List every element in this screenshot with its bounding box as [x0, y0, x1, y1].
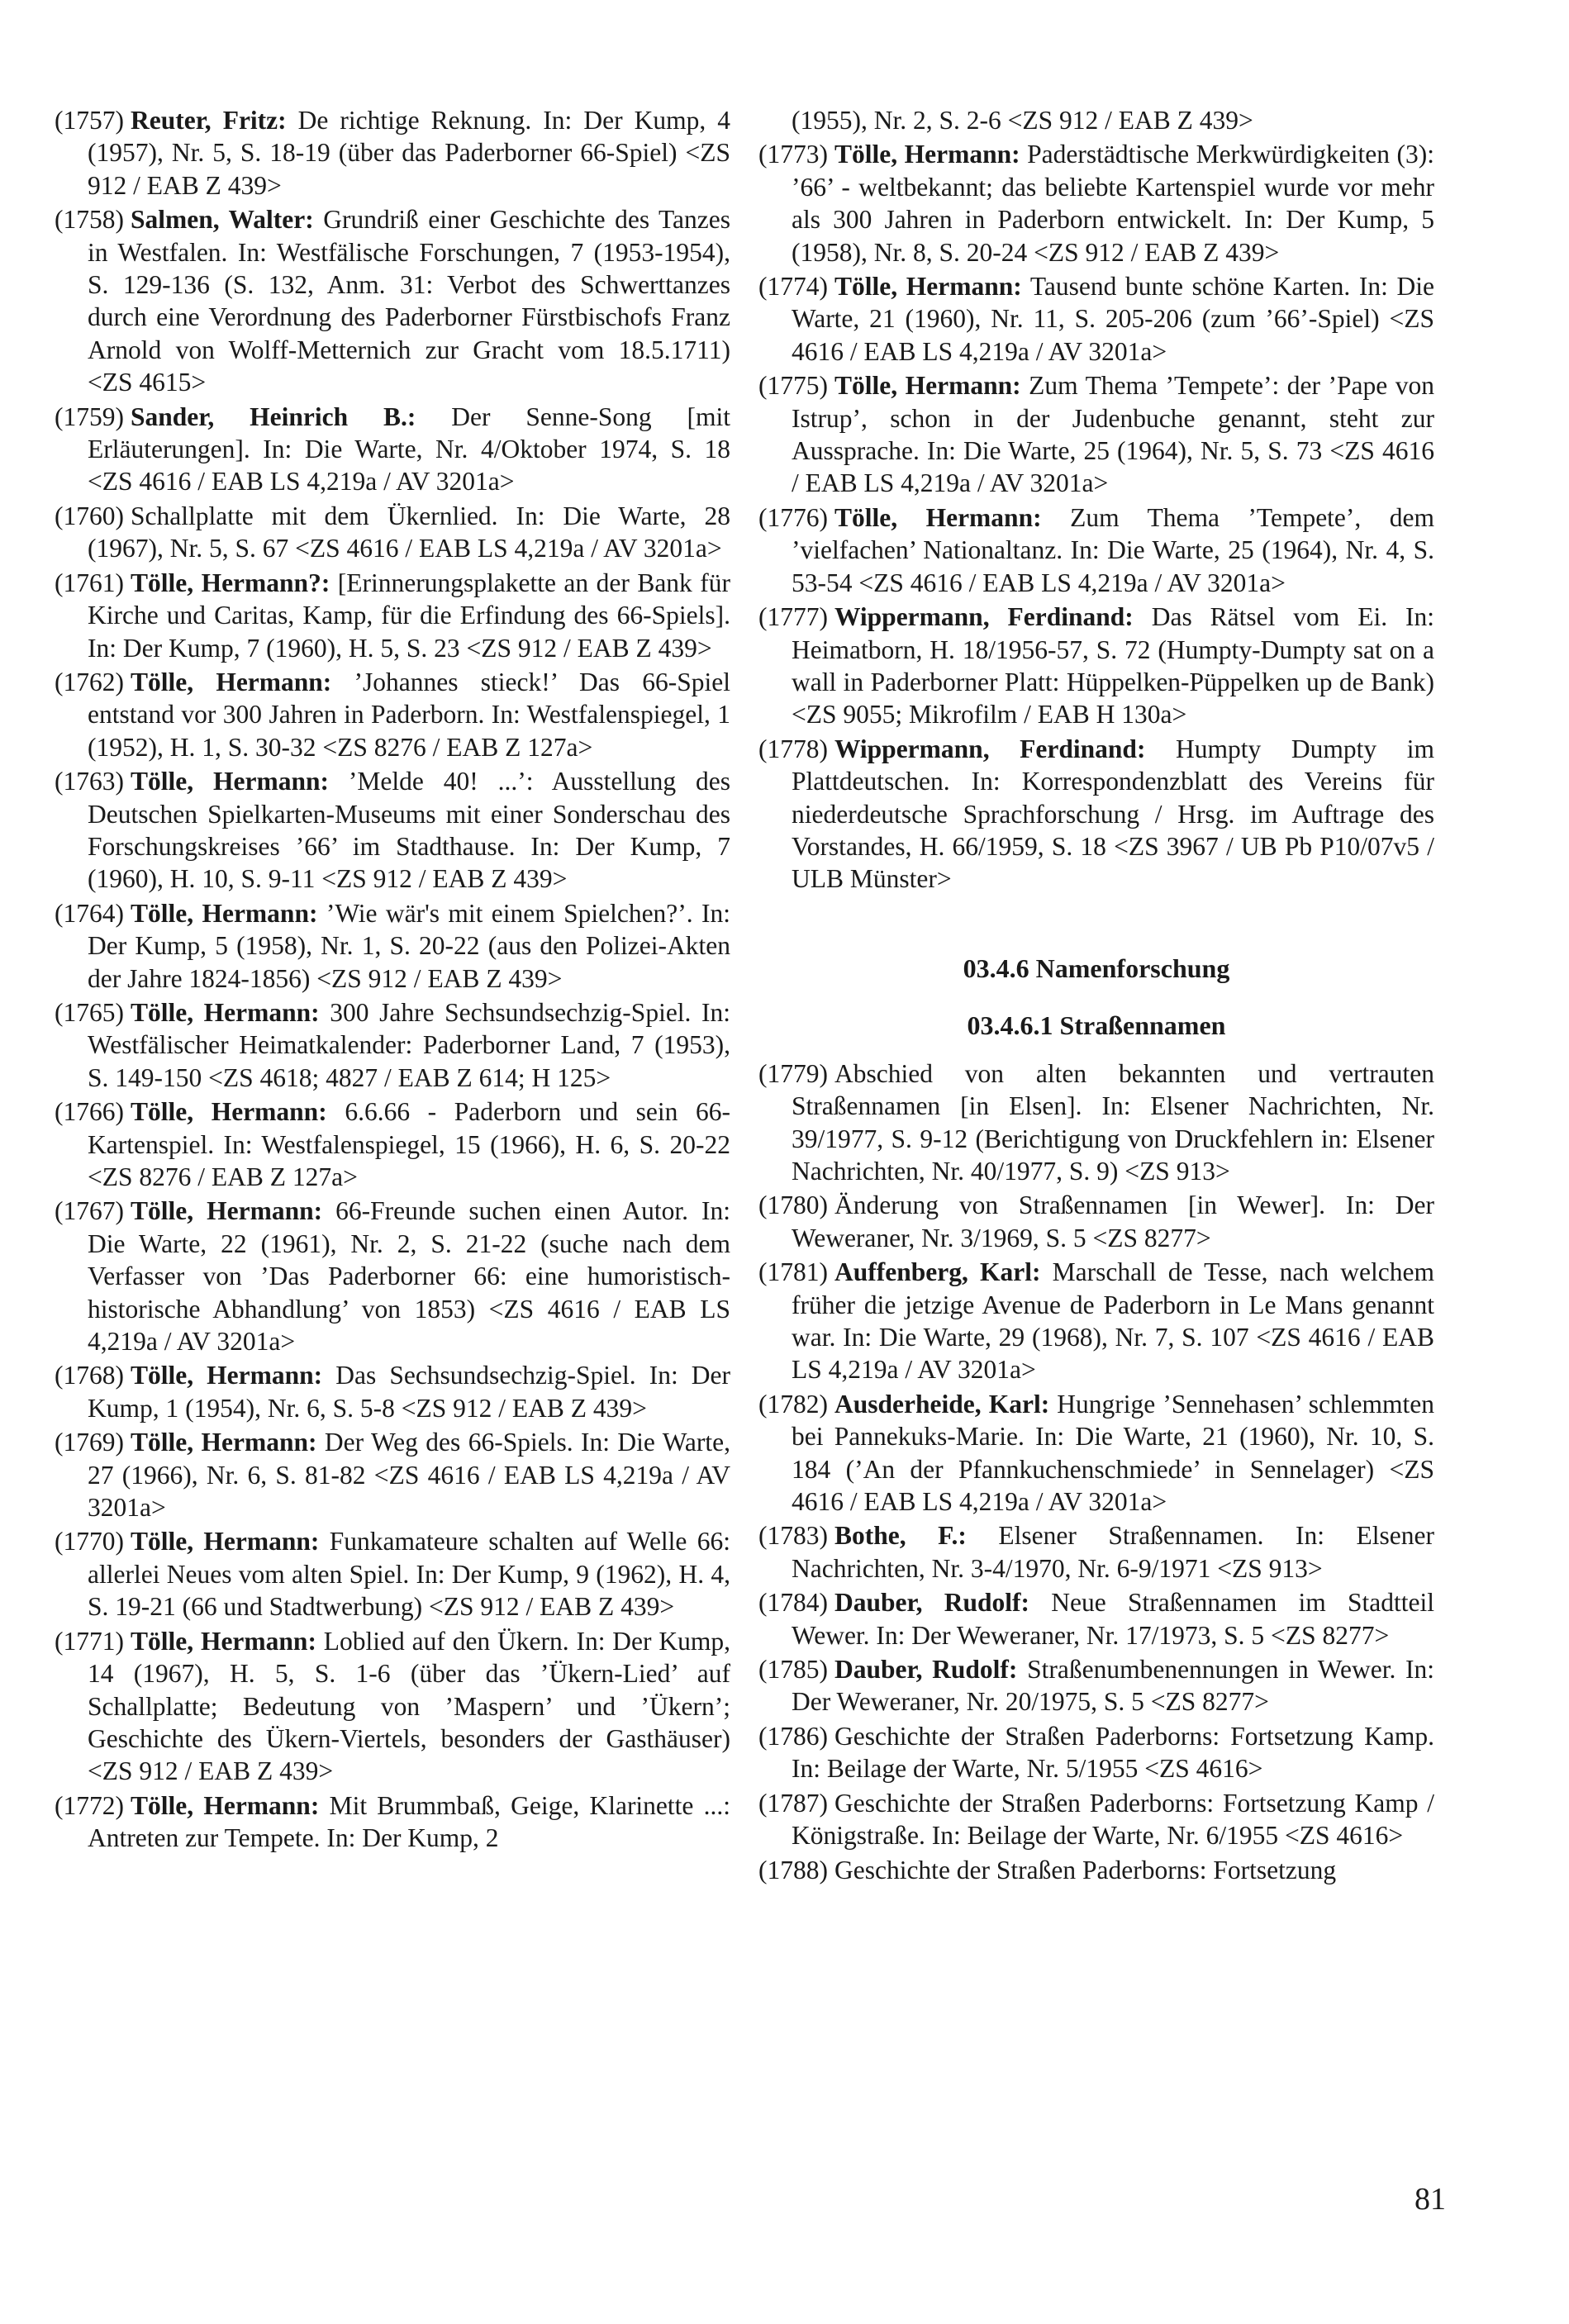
entry-text: Der Weg des 66-Spiels. In: Die Warte, 27 (1966), Nr. 6, S. 81-82 <ZS 4616 / EAB LS 4,219a / AV 3201a>	[88, 1428, 730, 1523]
bibliography-entry	[55, 1195, 730, 1357]
bibliography-entry	[758, 1519, 1434, 1585]
entry-text: De richtige Reknung. In: Der Kump, 4 (1957), Nr. 5, S. 18-19 (über das Paderborner 66-Spiel) <ZS 912 / EAB Z 439>	[88, 106, 730, 200]
entry-number: (1758)	[55, 205, 124, 235]
entry-text: ’Melde 40! ...’: Ausstellung des Deutschen Spielkarten-Museums mit einer Sonderschau des Forschungskreises ’66’ im Stadthause. In: Der Kump, 7 (1960), H. 10, S. 9-11 <ZS 912 / EAB Z 439>	[88, 767, 730, 894]
entry-number: (1780)	[758, 1191, 828, 1220]
entry-text: ’Johannes stieck!’ Das 66-Spiel entstand vor 300 Jahren in Paderborn. In: Westfalenspiegel, 1 (1952), H. 1, S. 30-32 <ZS 8276 / EAB Z 127a>	[88, 667, 730, 762]
entry-text: Geschichte der Straßen Paderborns: Fortsetzung	[834, 1855, 1337, 1884]
bibliography-entry	[758, 138, 1434, 269]
entry-author: Wippermann, Ferdinand:	[834, 602, 1134, 632]
entry-number: (1759)	[55, 402, 124, 431]
entry-text: 6.6.66 - Paderborn und sein 66-Kartenspiel. In: Westfalenspiegel, 15 (1966), H. 6, S. 20-22 <ZS 8276 / EAB Z 127a>	[88, 1097, 731, 1191]
entry-author: Tölle, Hermann:	[834, 371, 1021, 401]
entry-number: (1757)	[55, 106, 124, 135]
entry-author: Tölle, Hermann:	[130, 1361, 323, 1390]
page-number: 81	[1414, 2182, 1446, 2217]
entry-number: (1764)	[55, 898, 124, 928]
right-column-entries-top	[758, 104, 1434, 896]
entry-author: Tölle, Hermann:	[130, 1196, 323, 1226]
entry-text: 300 Jahre Sechsundsechzig-Spiel. In: Westfälischer Heimatkalender: Paderborner Land, 7 (1953), S. 149-150 <ZS 4618; 4827 / EAB Z 614; H 125>	[88, 997, 730, 1092]
entry-text: Straßenumbenennungen in Wewer. In: Der Weweraner, Nr. 20/1975, S. 5 <ZS 8277>	[792, 1655, 1435, 1717]
bibliography-entry	[55, 203, 730, 398]
entry-number: (1771)	[55, 1626, 124, 1656]
entry-number: (1776)	[758, 502, 828, 532]
bibliography-entry	[55, 104, 730, 202]
bibliography-entry	[55, 996, 730, 1094]
entry-text: Elsener Straßennamen. In: Elsener Nachrichten, Nr. 3-4/1970, Nr. 6-9/1971 <ZS 913>	[792, 1521, 1435, 1583]
bibliography-entry	[55, 1359, 730, 1424]
bibliography-entry	[758, 1854, 1434, 1886]
entry-author: Salmen, Walter:	[130, 205, 314, 235]
entry-text: Neue Straßennamen im Stadtteil Wewer. In: Der Weweraner, Nr. 17/1973, S. 5 <ZS 8277>	[792, 1588, 1435, 1650]
entry-author: Dauber, Rudolf:	[834, 1655, 1018, 1685]
entry-number: (1782)	[758, 1389, 828, 1419]
entry-number: (1765)	[55, 997, 124, 1027]
bibliography-entry	[758, 104, 1434, 136]
entry-author: Tölle, Hermann:	[130, 667, 332, 696]
entry-text: 66-Freunde suchen einen Autor. In: Die Warte, 22 (1961), Nr. 2, S. 21-22 (suche nach dem Verfasser von ’Das Paderborner 66: eine humoristisch-historische Abhandlung’ von 1853) <ZS 4616 / EAB LS 4,219a / AV 3201a>	[88, 1196, 730, 1357]
entry-number: (1787)	[758, 1788, 828, 1818]
bibliography-entry	[55, 500, 730, 565]
bibliography-entry	[55, 401, 730, 498]
entry-number: (1772)	[55, 1790, 124, 1820]
entry-text: Zum Thema ’Tempete’: der ’Pape von Istrup’, schon in der Judenbuche genannt, steht zur Aussprache. In: Die Warte, 25 (1964), Nr. 5, S. 73 <ZS 4616 / EAB LS 4,219a / AV 3201a>	[792, 371, 1434, 498]
bibliography-entry	[55, 567, 730, 664]
entry-text: Loblied auf den Ükern. In: Der Kump, 14 (1967), H. 5, S. 1-6 (über das ’Ükern-Lied’ auf Schallplatte; Bedeutung von ’Maspern’ und ’Ükern’; Geschichte des Ükern-Viertels, besonders der Gasthäuser) <ZS 912 / EAB Z 439>	[88, 1626, 731, 1786]
entry-text: Hungrige ’Sennehasen’ schlemmten bei Pannekuks-Marie. In: Die Warte, 21 (1960), Nr. 10, S. 184 (’An der Pfannkuchenschmiede’ in Sennelager) <ZS 4616 / EAB LS 4,219a / AV 3201a>	[792, 1389, 1434, 1517]
entry-number: (1766)	[55, 1097, 124, 1127]
entry-number: (1779)	[758, 1058, 828, 1088]
entry-text: Der Senne-Song [mit Erläuterungen]. In: Die Warte, Nr. 4/Oktober 1974, S. 18 <ZS 4616 / EAB LS 4,219a / AV 3201a>	[88, 402, 730, 497]
bibliography-entry	[758, 1586, 1434, 1652]
entry-number: (1763)	[55, 767, 124, 796]
entry-author: Tölle, Hermann:	[130, 1527, 320, 1556]
entry-number: (1785)	[758, 1655, 828, 1685]
bibliography-entry	[758, 1388, 1434, 1518]
bibliography-entry	[758, 601, 1434, 731]
entry-text: Das Rätsel vom Ei. In: Heimatborn, H. 18/1956-57, S. 72 (Humpty-Dumpty sat on a wall in Paderborner Platt: Hüppelken-Püppelken up de Bank) <ZS 9055; Mikrofilm / EAB H 130a>	[792, 602, 1435, 730]
entry-text: Änderung von Straßennamen [in Wewer]. In: Der Weweraner, Nr. 3/1969, S. 5 <ZS 8277>	[792, 1191, 1434, 1252]
bibliography-entry	[758, 1720, 1434, 1785]
left-column	[55, 104, 730, 1856]
entry-author: Tölle, Hermann:	[130, 767, 329, 796]
entry-number: (1775)	[758, 371, 828, 401]
entry-text: (1955), Nr. 2, S. 2-6 <ZS 912 / EAB Z 439>	[792, 106, 1253, 135]
bibliography-entry	[55, 1525, 730, 1623]
entry-text: Grundriß einer Geschichte des Tanzes in Westfalen. In: Westfälische Forschungen, 7 (1953-1954), S. 129-136 (S. 132, Anm. 31: Verbot des Schwerttanzes durch eine Verordnung des Paderborner Fürstbischofs Franz Arnold von Wolff-Metternich zur Gracht vom 18.5.1711) <ZS 4615>	[88, 205, 730, 397]
entry-text: Zum Thema ’Tempete’, dem ’vielfachen’ Nationaltanz. In: Die Warte, 25 (1964), Nr. 4, S. 53-54 <ZS 4616 / EAB LS 4,219a / AV 3201a>	[792, 502, 1434, 597]
entry-number: (1778)	[758, 734, 828, 763]
bibliography-entry	[758, 1189, 1434, 1254]
entry-text: ’Wie wär's mit einem Spielchen?’. In: Der Kump, 5 (1958), Nr. 1, S. 20-22 (aus den Polizei-Akten der Jahre 1824-1856) <ZS 912 / EAB Z 439>	[88, 898, 731, 993]
entry-author: Bothe, F.:	[834, 1521, 967, 1551]
entry-number: (1770)	[55, 1527, 124, 1556]
entry-text: Tausend bunte schöne Karten. In: Die Warte, 21 (1960), Nr. 11, S. 205-206 (zum ’66’-Spiel) <ZS 4616 / EAB LS 4,219a / AV 3201a>	[792, 272, 1434, 366]
right-column	[758, 104, 1434, 1888]
bibliography-entry	[55, 1789, 730, 1855]
entry-author: Sander, Heinrich B.:	[130, 402, 416, 431]
bibliography-entry	[55, 666, 730, 763]
bibliography-entry	[758, 733, 1434, 896]
entry-author: Tölle, Hermann?:	[130, 568, 330, 597]
entry-author: Tölle, Hermann:	[130, 1097, 327, 1127]
entry-text: Geschichte der Straßen Paderborns: Fortsetzung Kamp. In: Beilage der Warte, Nr. 5/1955 <ZS 4616>	[792, 1721, 1434, 1784]
right-column-entries-bottom	[758, 1057, 1434, 1886]
bibliography-entry	[55, 1625, 730, 1788]
entry-author: Wippermann, Ferdinand:	[834, 734, 1146, 763]
bibliography-entry	[758, 369, 1434, 500]
entry-number: (1774)	[758, 272, 828, 302]
entry-text: [Erinnerungsplakette an der Bank für Kirche und Caritas, Kamp, für die Erfindung des 66-Spiels]. In: Der Kump, 7 (1960), H. 5, S. 23 <ZS 912 / EAB Z 439>	[88, 568, 731, 663]
subsection-heading: 03.4.6.1 Straßennamen	[967, 1010, 1226, 1040]
entry-number: (1781)	[758, 1257, 828, 1287]
bibliography-entry	[758, 270, 1434, 368]
bibliography-entry	[758, 1653, 1434, 1718]
entry-number: (1783)	[758, 1521, 828, 1551]
entry-author: Ausderheide, Karl:	[834, 1389, 1050, 1419]
entry-text: Humpty Dumpty im Plattdeutschen. In: Korrespondenzblatt des Vereins für niederdeutsche Sprachforschung / Hrsg. im Auftrage des Vorstandes, H. 66/1959, S. 18 <ZS 3967 / UB Pb P10/07v5 / ULB Münster>	[792, 734, 1434, 894]
entry-text: Abschied von alten bekannten und vertrauten Straßennamen [in Elsen]. In: Elsener Nachrichten, Nr. 39/1977, S. 9-12 (Berichtigung von Druckfehlern in: Elsener Nachrichten, Nr. 40/1977, S. 9) <ZS 913>	[792, 1058, 1434, 1186]
entry-number: (1786)	[758, 1721, 828, 1751]
bibliography-entry	[55, 897, 730, 995]
entry-text: Schallplatte mit dem Ükernlied. In: Die Warte, 28 (1967), Nr. 5, S. 67 <ZS 4616 / EAB LS 4,219a / AV 3201a>	[88, 501, 730, 563]
entry-text: Paderstädtische Merkwürdigkeiten (3): ’66’ - weltbekannt; das beliebte Kartenspiel wurde vor mehr als 300 Jahren in Paderborn entwickelt. In: Der Kump, 5 (1958), Nr. 8, S. 20-24 <ZS 912 / EAB Z 439>	[792, 140, 1435, 267]
entry-text: Marschall de Tesse, nach welchem früher die jetzige Avenue de Paderborn in Le Mans genannt war. In: Die Warte, 29 (1968), Nr. 7, S. 107 <ZS 4616 / EAB LS 4,219a / AV 3201a>	[792, 1257, 1435, 1385]
entry-author: Tölle, Hermann:	[834, 140, 1020, 169]
bibliography-entry	[758, 501, 1434, 599]
bibliography-entry	[55, 765, 730, 896]
entry-author: Tölle, Hermann:	[834, 272, 1022, 302]
entry-number: (1761)	[55, 568, 124, 597]
entry-number: (1777)	[758, 602, 828, 632]
entry-number: (1760)	[55, 501, 124, 530]
bibliography-entry	[758, 1256, 1434, 1386]
entry-number: (1767)	[55, 1196, 124, 1226]
entry-author: Tölle, Hermann:	[130, 1626, 316, 1656]
bibliography-entry	[758, 1787, 1434, 1852]
entry-number: (1773)	[758, 140, 828, 169]
entry-author: Tölle, Hermann:	[130, 997, 320, 1027]
entry-text: Geschichte der Straßen Paderborns: Fortsetzung Kamp / Königstraße. In: Beilage der Warte, Nr. 6/1955 <ZS 4616>	[792, 1788, 1434, 1851]
entry-number: (1769)	[55, 1428, 124, 1457]
bibliography-entry	[55, 1426, 730, 1523]
entry-number: (1784)	[758, 1588, 828, 1618]
entry-text: Funkamateure schalten auf Welle 66: allerlei Neues vom alten Spiel. In: Der Kump, 9 (1962), H. 4, S. 19-21 (66 und Stadtwerbung) <ZS 912 / EAB Z 439>	[88, 1527, 730, 1622]
entry-text: Das Sechsundsechzig-Spiel. In: Der Kump, 1 (1954), Nr. 6, S. 5-8 <ZS 912 / EAB Z 439>	[88, 1361, 730, 1423]
bibliography-entry	[55, 1095, 730, 1193]
section-heading: 03.4.6 Namenforschung	[963, 953, 1230, 983]
entry-text: Mit Brummbaß, Geige, Klarinette ...: Antreten zur Tempete. In: Der Kump, 2	[88, 1790, 731, 1853]
entry-author: Reuter, Fritz:	[130, 106, 287, 135]
entry-author: Tölle, Hermann:	[130, 1428, 317, 1457]
entry-author: Dauber, Rudolf:	[834, 1588, 1030, 1618]
entry-author: Tölle, Hermann:	[130, 1790, 320, 1820]
entry-number: (1768)	[55, 1361, 124, 1390]
entry-number: (1762)	[55, 667, 124, 696]
entry-author: Tölle, Hermann:	[130, 898, 318, 928]
bibliography-entry	[758, 1057, 1434, 1188]
entry-number: (1788)	[758, 1855, 828, 1884]
entry-author: Auffenberg, Karl:	[834, 1257, 1041, 1287]
entry-author: Tölle, Hermann:	[834, 502, 1042, 532]
